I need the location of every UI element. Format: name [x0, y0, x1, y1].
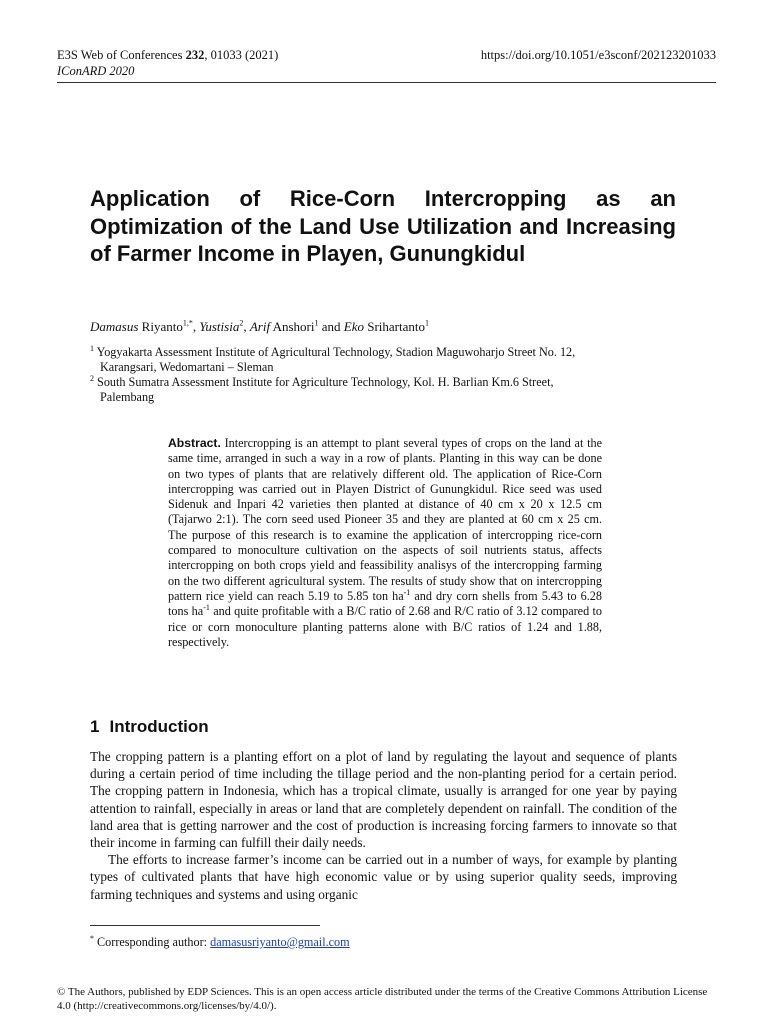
author-given-name: Arif	[249, 319, 271, 334]
paragraph: The cropping pattern is a planting effort on a plot of land by regulating the layout and sequence of plants during a certain period of time including the tillage period and the non-planting period for a certain period. The cropping pattern in Indonesia, which has a tropical climate, usually is arranged for one year by paying attention to rainfall, especially in areas or land that are completely dependent on rainfall. The condition of the land area that is getting narrower and the cost of production is increasing forcing farmers to innovate so that their income in farming can fulfill their daily needs.	[90, 749, 677, 851]
author-affiliation-mark: 1	[425, 318, 429, 328]
body-text	[90, 748, 677, 903]
journal-citation: E3S Web of Conferences 232, 01033 (2021)	[57, 48, 279, 62]
author-given-name: Eko	[343, 319, 364, 334]
author-given-name: Damasus	[90, 319, 139, 334]
doi-link[interactable]: https://doi.org/10.1051/e3sconf/202123201033	[480, 48, 716, 62]
affiliation-2: $^2$ South Sumatra Assessment Institute for Agriculture Technology, Kol. H. Barlian Km.6 Street, Palembang	[90, 373, 554, 405]
author-affiliation-mark: 2	[239, 318, 244, 328]
section-number: 1	[90, 717, 100, 736]
author-list: Damasus Riyanto$^{1,*}$, Yustisia$^2$, Arif Anshori$^1$ and Eko Srihartanto$^1$	[90, 318, 429, 334]
section-title: Introduction	[109, 717, 209, 736]
author-given-name: Yustisia	[199, 319, 240, 334]
abstract: Abstract. Intercropping is an attempt to plant several types of crops on the land at the same time, arranged in such a way in a row of plants. Planting in this way can be done on two types of plants that are relatively different old. The application of Rice-Corn intercropping was carried out in Playen District of Gunungkidul. Rice seed was used Sidenuk and Inpari 42 varieties then planted at distance of 40 cm x 20 x 12.5 cm (Tajarwo 2:1). The corn seed used Pioneer 35 and they are planted at 60 cm x 25 cm. The purpose of this research is to examine the application of intercropping rice-corn compared to monoculture cultivation on the aspects of soil nutrients status, affects intercropping on both crops yield and feassibility analisys of the intercropping farming on the two different agricultural system. The results of study show that on intercropping pattern rice yield can reach 5.19 to 5.85 ton $ha^{-1}$ and dry corn shells from 5.43 to 6.28 tons $ha^{-1}$ and quite profitable with a B/C ratio of 2.68 and R/C ratio of 3.12 compared to rice or corn monoculture planting patterns alone with B/C ratios of 1.24 and 1.88, respectively.	[168, 436, 602, 649]
paragraph: The efforts to increase farmer’s income can be carried out in a number of ways, for example by planting types of cultivated plants that have high economic value or by using superior quality seeds, improving farming techniques and systems and using organic	[90, 852, 677, 902]
license-footer: © The Authors, published by EDP Sciences. This is an open access article distributed under the terms of the Creative Commons Attribution License 4.0 (http://creativecommons.org/licenses/by/4.0/).	[57, 986, 708, 1012]
conference-name: IConARD 2020	[57, 64, 135, 78]
header-rule	[57, 82, 716, 83]
footnote: * Corresponding author: damasusriyanto@gmail.com	[90, 933, 350, 949]
running-header	[57, 47, 278, 79]
author-affiliation-mark: 1	[314, 318, 319, 328]
author-family-name: Riyanto	[138, 319, 183, 334]
footnote-rule	[90, 925, 320, 926]
section-heading	[90, 716, 209, 738]
author-affiliation-mark: 1,*	[182, 318, 193, 328]
abstract-label: Abstract.	[168, 436, 221, 450]
affiliation-1: $^1$ Yogyakarta Assessment Institute of Agricultural Technology, Stadion Maguwoharjo Street No. 12, Karangsari, Wedomartani – Sleman	[90, 343, 576, 375]
author-family-name: Anshori	[270, 319, 315, 334]
author-email-link[interactable]: damasusriyanto@gmail.com	[210, 935, 350, 949]
paper-title: Application of Rice-Corn Intercropping as an Optimization of the Land Use Utilization and Increasing of Farmer Income in Playen, Gunungkidul	[90, 186, 676, 266]
author-family-name: Srihartanto	[363, 319, 425, 334]
